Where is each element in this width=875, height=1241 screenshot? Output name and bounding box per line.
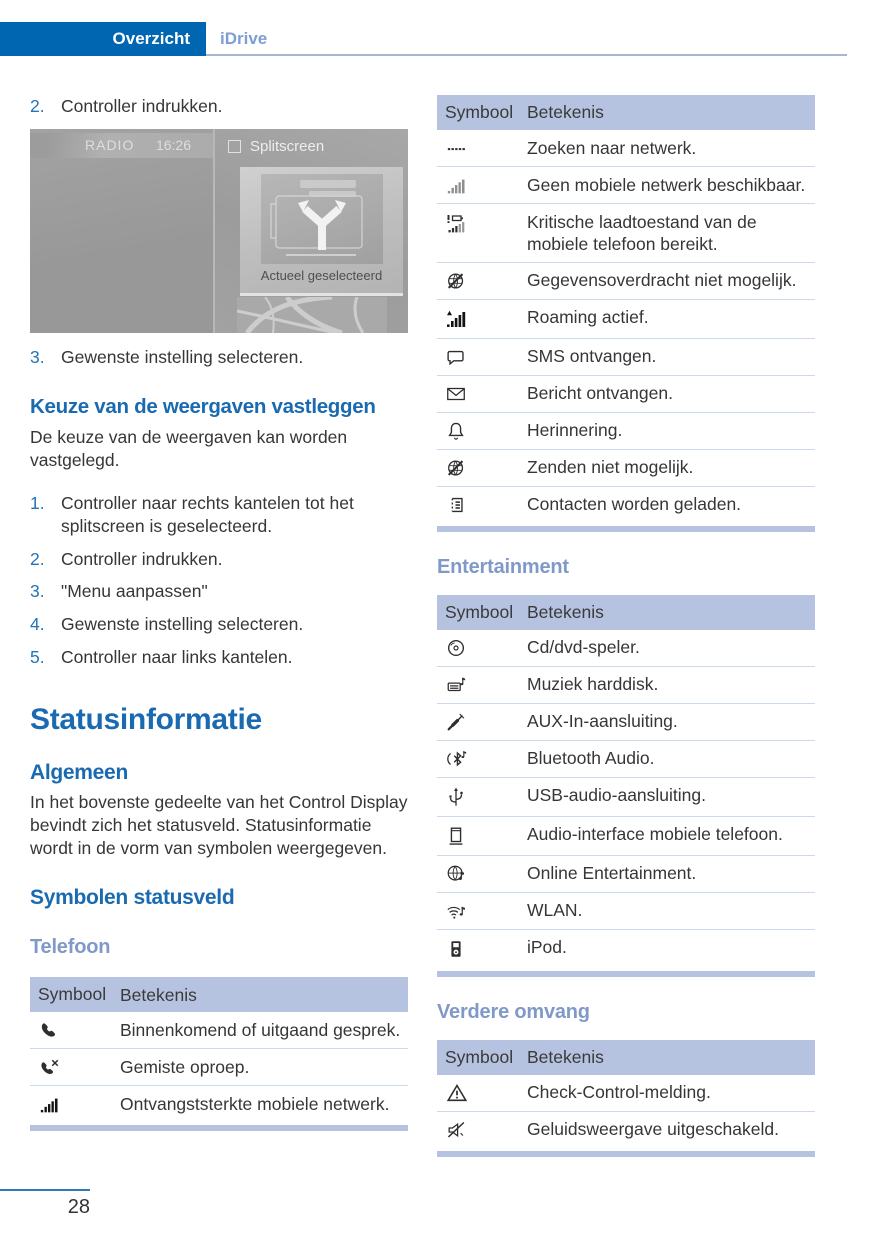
- radio-source-label: RADIO: [85, 137, 135, 154]
- column-header-meaning: Betekenis: [120, 984, 197, 1005]
- table-body: [437, 630, 815, 968]
- numbered-step: [30, 646, 408, 669]
- check-control-icon: [445, 1082, 527, 1104]
- subsection-heading-telefoon: Telefoon: [30, 936, 111, 959]
- table-end-bar: [30, 1125, 408, 1131]
- table-body: [30, 1012, 408, 1122]
- meaning-text: Contacten worden geladen.: [527, 494, 742, 515]
- symbol-cell: [437, 1081, 527, 1104]
- symbol-cell: [437, 784, 527, 809]
- tile-caption: Actueel geselecteerd: [260, 267, 383, 283]
- symbol-cell: [437, 306, 527, 331]
- usb-audio-icon: [445, 785, 527, 809]
- meaning-text: iPod.: [527, 937, 567, 958]
- section-heading-symbolen: Symbolen statusveld: [30, 886, 235, 910]
- cd-dvd-icon: [445, 637, 527, 659]
- table-row: [437, 892, 815, 929]
- table-row: [437, 412, 815, 449]
- table-row: [437, 486, 815, 523]
- network-search-icon: [445, 138, 527, 160]
- table-row: [437, 1075, 815, 1111]
- meaning-text: Zoeken naar netwerk.: [527, 137, 697, 158]
- step-text: "Menu aanpassen": [61, 581, 208, 602]
- wlan-icon: [445, 900, 527, 922]
- table-header-row: [437, 1040, 815, 1075]
- meaning-text: Geluidsweergave uitgeschakeld.: [527, 1119, 779, 1140]
- step-text: Controller indrukken.: [61, 96, 223, 116]
- page-number: 28: [67, 1196, 90, 1218]
- symbol-cell: [437, 823, 527, 848]
- meaning-text: WLAN.: [527, 900, 583, 921]
- table-row: [437, 299, 815, 338]
- step-number: 1.: [30, 493, 45, 514]
- meaning-text: SMS ontvangen.: [527, 346, 657, 367]
- symbol-cell: [437, 1118, 527, 1141]
- table-header-row: [437, 595, 815, 630]
- column-header-meaning: Betekenis: [527, 102, 604, 123]
- table-row: [437, 929, 815, 968]
- table-body: [437, 1075, 815, 1148]
- symbol-cell: [437, 673, 527, 696]
- table-row: [437, 130, 815, 166]
- numbered-step: [30, 95, 408, 118]
- column-header-symbol: Symbool: [445, 601, 514, 622]
- symbol-cell: [437, 269, 527, 292]
- mute-icon: [445, 1119, 527, 1141]
- screenshot-statusbar: [30, 133, 213, 158]
- symbol-cell: [437, 211, 527, 236]
- table-row: [437, 816, 815, 855]
- clock-label: 16:26: [155, 137, 191, 154]
- symbol-cell: [30, 1019, 120, 1042]
- ipod-icon: [445, 937, 527, 961]
- bluetooth-audio-icon: [445, 748, 527, 770]
- table-row: [437, 375, 815, 412]
- symbol-cell: [437, 456, 527, 479]
- table-row: [437, 166, 815, 203]
- table-row: [437, 203, 815, 262]
- footer-rule: [0, 1189, 90, 1191]
- symbol-cell: [437, 419, 527, 442]
- signal-strength-icon: [38, 1094, 120, 1116]
- splitscreen-option: [228, 138, 408, 155]
- table-row: [437, 1111, 815, 1148]
- online-entertainment-icon: [445, 863, 527, 885]
- split-arrow-icon: [261, 174, 383, 264]
- table-row: [437, 630, 815, 666]
- symbol-cell: [437, 137, 527, 160]
- symbol-cell: [437, 174, 527, 197]
- verdere-omvang-symbol-table: [437, 1040, 815, 1157]
- step-text: Controller naar rechts kantelen tot het splitscreen is geselecteerd.: [61, 493, 354, 536]
- meaning-text: Online Entertainment.: [527, 863, 697, 884]
- message-icon: [445, 383, 527, 405]
- symbol-cell: [30, 1093, 120, 1116]
- map-preview: [237, 297, 387, 333]
- table-end-bar: [437, 526, 815, 532]
- meaning-text: Audio-interface mobiele telefoon.: [527, 824, 783, 845]
- right-column: [437, 95, 815, 1157]
- no-network-icon: [445, 175, 527, 197]
- symbol-cell: [437, 899, 527, 922]
- meaning-text: Bluetooth Audio.: [527, 748, 655, 769]
- meaning-text: Cd/dvd-speler.: [527, 637, 640, 658]
- table-row: [30, 1085, 408, 1122]
- symbol-cell: [437, 710, 527, 733]
- symbol-cell: [437, 636, 527, 659]
- meaning-text: Herinnering.: [527, 420, 623, 441]
- checkbox-icon: [228, 140, 241, 153]
- meaning-text: Roaming actief.: [527, 307, 649, 328]
- music-harddisk-icon: [445, 674, 527, 696]
- table-row: [437, 855, 815, 892]
- aux-in-icon: [445, 711, 527, 733]
- column-header-symbol: Symbool: [38, 984, 107, 1005]
- column-header-meaning: Betekenis: [527, 602, 604, 623]
- step-number: 2.: [30, 96, 45, 116]
- column-header-symbol: Symbool: [445, 102, 514, 122]
- step-number: 5.: [30, 646, 45, 667]
- table-end-bar: [437, 1151, 815, 1157]
- meaning-text: Bericht ontvangen.: [527, 383, 673, 404]
- header-chapter-label: Overzicht: [112, 29, 190, 48]
- screenshot-right-pane: [215, 129, 408, 333]
- keuze-paragraph: De keuze van de weergaven kan worden vastgelegd.: [30, 426, 348, 470]
- table-row: [30, 1048, 408, 1085]
- audio-interface-icon: [445, 824, 527, 848]
- symbol-cell: [437, 345, 527, 368]
- subsection-heading-verdere-omvang: Verdere omvang: [437, 1000, 590, 1023]
- splitscreen-label: Splitscreen: [250, 137, 325, 155]
- table-row: [437, 262, 815, 299]
- section-heading-algemeen: Algemeen: [30, 760, 128, 784]
- table-end-bar: [437, 971, 815, 977]
- section-heading-keuze: Keuze van de weergaven vastleggen: [30, 394, 376, 418]
- header-section-label: iDrive: [220, 29, 268, 48]
- symbol-cell: [437, 382, 527, 405]
- meaning-text: Zenden niet mogelijk.: [527, 457, 694, 478]
- numbered-step: [30, 613, 408, 636]
- numbered-step: [30, 580, 408, 603]
- screenshot-left-pane: [30, 129, 213, 333]
- column-header-meaning: Betekenis: [527, 1047, 604, 1068]
- table-row: [437, 666, 815, 703]
- sms-icon: [445, 346, 527, 368]
- step-text: Gewenste instelling selecteren.: [61, 346, 304, 367]
- step-number: 3.: [30, 346, 45, 367]
- meaning-text: AUX-In-aansluiting.: [527, 711, 678, 732]
- numbered-step: [30, 548, 408, 571]
- table-row: [437, 449, 815, 486]
- step-text: Controller indrukken.: [61, 548, 223, 569]
- left-column: [30, 95, 408, 1131]
- symbol-cell: [437, 747, 527, 770]
- step-text: Gewenste instelling selecteren.: [61, 614, 304, 635]
- table-row: [437, 703, 815, 740]
- step-number: 2.: [30, 548, 45, 569]
- numbered-step: [30, 346, 408, 369]
- meaning-text: Muziek harddisk.: [527, 674, 659, 695]
- symbol-cell: [30, 1056, 120, 1079]
- meaning-text: Binnenkomend of uitgaand gesprek.: [120, 1019, 401, 1040]
- telefoon-symbol-table: [30, 977, 408, 1131]
- algemeen-paragraph: In het bovenste gedeelte van het Control Display bevindt zich het statusveld. Statusinformatie wordt in de vorm van symbolen weergegeven.: [30, 791, 408, 859]
- symbol-cell: [437, 493, 527, 516]
- meaning-text: USB-audio-aansluiting.: [527, 785, 706, 806]
- symbol-cell: [437, 936, 527, 961]
- missed-call-icon: [38, 1057, 120, 1079]
- steps-list: [30, 492, 408, 669]
- meaning-text: Gegevensoverdracht niet mogelijk.: [527, 270, 797, 291]
- telefoon-symbol-table-continued: [437, 95, 815, 532]
- table-row: [437, 338, 815, 375]
- meaning-text: Ontvangststerkte mobiele netwerk.: [120, 1093, 390, 1114]
- table-header-row: [437, 95, 815, 130]
- entertainment-symbol-table: [437, 595, 815, 977]
- reminder-bell-icon: [445, 420, 527, 442]
- selected-tile: [240, 167, 403, 296]
- step-number: 4.: [30, 614, 45, 635]
- header-rule: [206, 54, 847, 56]
- meaning-text: Check-Control-melding.: [527, 1082, 711, 1103]
- contacts-loading-icon: [445, 494, 527, 516]
- table-row: [30, 1012, 408, 1048]
- meaning-text: Gemiste oproep.: [120, 1056, 250, 1077]
- page-title-statusinformatie: Statusinformatie: [30, 702, 262, 736]
- step-number: 3.: [30, 581, 45, 602]
- table-header-row: [30, 977, 408, 1012]
- no-data-transfer-icon: [445, 270, 527, 292]
- phone-receiver-icon: [38, 1020, 120, 1042]
- subsection-heading-entertainment: Entertainment: [437, 555, 569, 578]
- numbered-step: [30, 492, 408, 538]
- meaning-text: Kritische laadtoestand van de mobiele telefoon bereikt.: [527, 211, 757, 254]
- meaning-text: Geen mobiele netwerk beschikbaar.: [527, 174, 806, 195]
- step-text: Controller naar links kantelen.: [61, 646, 293, 667]
- symbol-cell: [437, 862, 527, 885]
- no-send-icon: [445, 457, 527, 479]
- roaming-icon: [445, 307, 527, 331]
- column-header-symbol: Symbool: [445, 1046, 514, 1067]
- table-row: [437, 777, 815, 816]
- table-row: [437, 740, 815, 777]
- table-body: [437, 130, 815, 523]
- battery-critical-icon: [445, 212, 527, 236]
- idrive-screenshot: [30, 129, 408, 333]
- header-chapter-tab: [0, 22, 206, 56]
